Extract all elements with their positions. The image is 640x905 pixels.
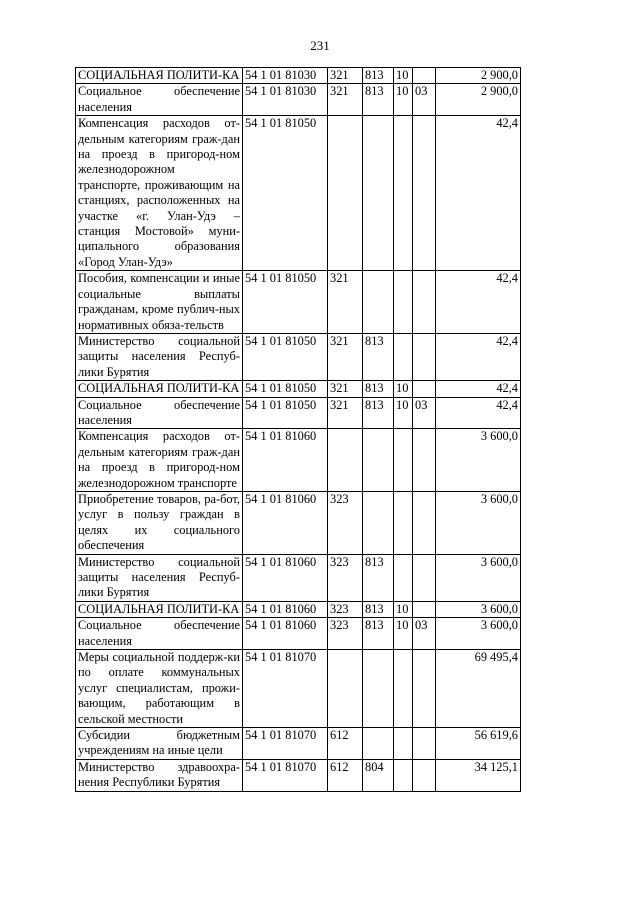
row-section-cell: 10 xyxy=(394,68,413,84)
table-row xyxy=(76,116,521,271)
row-ministry-code-cell xyxy=(363,728,394,760)
row-subsection-cell: 03 xyxy=(413,618,436,650)
row-expense-type-cell: 321 xyxy=(328,271,363,334)
row-code-cell: 54 1 01 81060 xyxy=(243,491,328,554)
row-section-cell xyxy=(394,491,413,554)
row-amount-cell: 3 600,0 xyxy=(436,429,521,492)
row-ministry-code-cell: 813 xyxy=(363,554,394,601)
row-amount-cell: 56 619,6 xyxy=(436,728,521,760)
row-amount-cell: 42,4 xyxy=(436,333,521,380)
row-amount-cell: 2 900,0 xyxy=(436,68,521,84)
row-code-cell: 54 1 01 81060 xyxy=(243,618,328,650)
row-section-cell xyxy=(394,271,413,334)
row-ministry-code-cell: 813 xyxy=(363,618,394,650)
row-name-cell: Компенсация расходов от-дельным категориям граж-дан на проезд в пригород-ном железнодорожном транспорте, проживающим на станциях, расположенных на участке «г. Улан-Удэ – станция Мостовой» муни-ципального образования «Город Улан-Удэ» xyxy=(76,116,243,271)
table-row xyxy=(76,271,521,334)
row-name-cell: Пособия, компенсации и иные социальные выплаты гражданам, кроме публич-ных нормативных обяза-тельств xyxy=(76,271,243,334)
row-ministry-code-cell: 813 xyxy=(363,601,394,617)
row-section-cell: 10 xyxy=(394,84,413,116)
page-number: 231 xyxy=(310,38,330,53)
row-ministry-code-cell: 813 xyxy=(363,333,394,380)
row-expense-type-cell: 323 xyxy=(328,554,363,601)
row-section-cell xyxy=(394,429,413,492)
row-subsection-cell xyxy=(413,68,436,84)
budget-table xyxy=(75,67,521,792)
table-row xyxy=(76,554,521,601)
row-name-cell: Социальное обеспечение населения xyxy=(76,397,243,429)
row-name-cell: Компенсация расходов от-дельным категориям граж-дан на проезд в пригород-ном железнодорожном транспорте xyxy=(76,429,243,492)
row-ministry-code-cell: 813 xyxy=(363,84,394,116)
row-subsection-cell xyxy=(413,429,436,492)
row-section-cell: 10 xyxy=(394,397,413,429)
row-code-cell: 54 1 01 81060 xyxy=(243,554,328,601)
row-section-cell: 10 xyxy=(394,601,413,617)
table-row xyxy=(76,759,521,791)
row-expense-type-cell xyxy=(328,650,363,728)
row-ministry-code-cell: 804 xyxy=(363,759,394,791)
row-expense-type-cell: 323 xyxy=(328,601,363,617)
row-section-cell xyxy=(394,759,413,791)
row-ministry-code-cell: 813 xyxy=(363,381,394,397)
row-code-cell: 54 1 01 81050 xyxy=(243,333,328,380)
row-code-cell: 54 1 01 81070 xyxy=(243,650,328,728)
table-row xyxy=(76,650,521,728)
row-expense-type-cell: 321 xyxy=(328,68,363,84)
table-row xyxy=(76,429,521,492)
table-row xyxy=(76,381,521,397)
table-row xyxy=(76,397,521,429)
row-amount-cell: 34 125,1 xyxy=(436,759,521,791)
row-amount-cell: 3 600,0 xyxy=(436,601,521,617)
row-code-cell: 54 1 01 81050 xyxy=(243,116,328,271)
row-name-cell: СОЦИАЛЬНАЯ ПОЛИТИ-КА xyxy=(76,601,243,617)
row-ministry-code-cell: 813 xyxy=(363,68,394,84)
row-name-cell: СОЦИАЛЬНАЯ ПОЛИТИ-КА xyxy=(76,68,243,84)
row-section-cell xyxy=(394,554,413,601)
row-name-cell: Министерство социальной защиты населения Респуб-лики Бурятия xyxy=(76,554,243,601)
row-name-cell: Социальное обеспечение населения xyxy=(76,618,243,650)
table-row xyxy=(76,491,521,554)
table-row xyxy=(76,68,521,84)
row-amount-cell: 42,4 xyxy=(436,271,521,334)
row-expense-type-cell: 321 xyxy=(328,333,363,380)
row-name-cell: Приобретение товаров, ра-бот, услуг в пользу граждан в целях их социального обеспечения xyxy=(76,491,243,554)
row-subsection-cell: 03 xyxy=(413,84,436,116)
table-row xyxy=(76,618,521,650)
row-subsection-cell xyxy=(413,333,436,380)
row-subsection-cell xyxy=(413,554,436,601)
row-name-cell: Социальное обеспечение населения xyxy=(76,84,243,116)
row-name-cell: Субсидии бюджетным учреждениям на иные цели xyxy=(76,728,243,760)
row-section-cell xyxy=(394,333,413,380)
row-code-cell: 54 1 01 81070 xyxy=(243,728,328,760)
row-subsection-cell xyxy=(413,271,436,334)
row-code-cell: 54 1 01 81050 xyxy=(243,397,328,429)
row-expense-type-cell: 321 xyxy=(328,397,363,429)
row-amount-cell: 42,4 xyxy=(436,381,521,397)
row-ministry-code-cell xyxy=(363,650,394,728)
row-subsection-cell: 03 xyxy=(413,397,436,429)
row-section-cell xyxy=(394,116,413,271)
row-section-cell: 10 xyxy=(394,381,413,397)
row-name-cell: Министерство здравоохра-нения Республики Бурятия xyxy=(76,759,243,791)
row-expense-type-cell: 323 xyxy=(328,618,363,650)
row-code-cell: 54 1 01 81060 xyxy=(243,429,328,492)
row-name-cell: Меры социальной поддерж-ки по оплате коммунальных услуг специалистам, прожи-вающим, работающим в сельской местности xyxy=(76,650,243,728)
row-subsection-cell xyxy=(413,601,436,617)
row-expense-type-cell: 323 xyxy=(328,491,363,554)
row-name-cell: Министерство социальной защиты населения Респуб-лики Бурятия xyxy=(76,333,243,380)
row-amount-cell: 69 495,4 xyxy=(436,650,521,728)
row-section-cell xyxy=(394,728,413,760)
row-expense-type-cell: 321 xyxy=(328,381,363,397)
row-section-cell: 10 xyxy=(394,618,413,650)
row-subsection-cell xyxy=(413,759,436,791)
row-name-cell: СОЦИАЛЬНАЯ ПОЛИТИ-КА xyxy=(76,381,243,397)
row-subsection-cell xyxy=(413,381,436,397)
row-section-cell xyxy=(394,650,413,728)
row-ministry-code-cell xyxy=(363,429,394,492)
row-code-cell: 54 1 01 81070 xyxy=(243,759,328,791)
row-ministry-code-cell: 813 xyxy=(363,397,394,429)
budget-table-body xyxy=(76,68,521,792)
row-amount-cell: 2 900,0 xyxy=(436,84,521,116)
row-expense-type-cell: 612 xyxy=(328,759,363,791)
row-code-cell: 54 1 01 81050 xyxy=(243,271,328,334)
row-subsection-cell xyxy=(413,491,436,554)
table-row xyxy=(76,601,521,617)
row-code-cell: 54 1 01 81030 xyxy=(243,84,328,116)
row-ministry-code-cell xyxy=(363,116,394,271)
row-expense-type-cell: 612 xyxy=(328,728,363,760)
row-subsection-cell xyxy=(413,728,436,760)
row-ministry-code-cell xyxy=(363,491,394,554)
row-subsection-cell xyxy=(413,116,436,271)
table-row xyxy=(76,728,521,760)
row-amount-cell: 42,4 xyxy=(436,397,521,429)
row-code-cell: 54 1 01 81060 xyxy=(243,601,328,617)
row-amount-cell: 42,4 xyxy=(436,116,521,271)
row-amount-cell: 3 600,0 xyxy=(436,618,521,650)
row-subsection-cell xyxy=(413,650,436,728)
table-row xyxy=(76,333,521,380)
row-expense-type-cell xyxy=(328,429,363,492)
row-code-cell: 54 1 01 81050 xyxy=(243,381,328,397)
row-code-cell: 54 1 01 81030 xyxy=(243,68,328,84)
row-expense-type-cell xyxy=(328,116,363,271)
row-amount-cell: 3 600,0 xyxy=(436,491,521,554)
table-row xyxy=(76,84,521,116)
row-amount-cell: 3 600,0 xyxy=(436,554,521,601)
row-ministry-code-cell xyxy=(363,271,394,334)
row-expense-type-cell: 321 xyxy=(328,84,363,116)
